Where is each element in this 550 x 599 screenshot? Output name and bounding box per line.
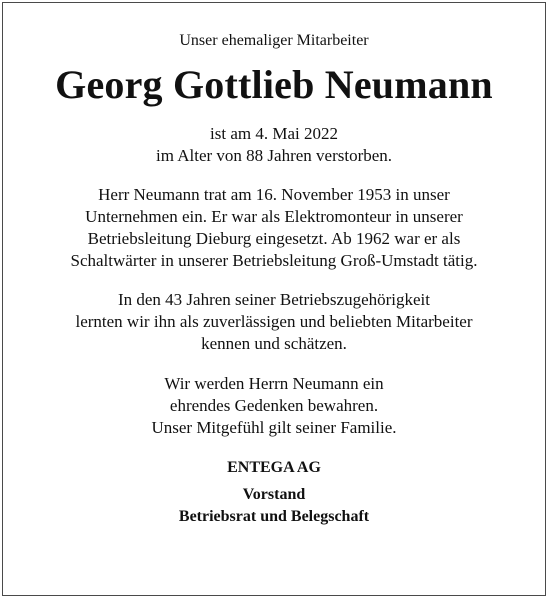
signatory-line: Vorstand [242, 486, 306, 503]
text-line: kennen und schätzen. [201, 334, 347, 353]
obituary-notice [2, 2, 546, 528]
text-line: Unser Mitgefühl gilt seiner Familie. [151, 418, 397, 437]
text-line: Unternehmen ein. Er war als Elektromonteur in unserer [85, 207, 463, 226]
text-line: ist am 4. Mai 2022 [210, 124, 338, 143]
company-name: ENTEGA AG [227, 459, 321, 476]
text-line: Wir werden Herrn Neumann ein [164, 374, 384, 393]
text-line: Betriebsleitung Dieburg eingesetzt. Ab 1962 war er als [87, 229, 461, 248]
intro-line: Unser ehemaliger Mitarbeiter [179, 32, 369, 49]
tenure-paragraph [2, 289, 546, 355]
signatory-line: Betriebsrat und Belegschaft [178, 508, 370, 525]
text-line: im Alter von 88 Jahren verstorben. [155, 146, 393, 165]
text-line: lernten wir ihn als zuverlässigen und beliebten Mitarbeiter [75, 312, 473, 331]
memory-paragraph [2, 373, 546, 439]
deceased-name: Georg Gottlieb Neumann [55, 62, 493, 107]
signatories [2, 484, 546, 528]
text-line: Herr Neumann trat am 16. November 1953 in unser [98, 185, 450, 204]
death-paragraph [2, 123, 546, 167]
text-line: ehrendes Gedenken bewahren. [169, 396, 379, 415]
career-paragraph [2, 184, 546, 272]
text-line: Schaltwärter in unserer Betriebsleitung Groß-Umstadt tätig. [70, 251, 478, 270]
text-line: In den 43 Jahren seiner Betriebszugehörigkeit [117, 290, 431, 309]
